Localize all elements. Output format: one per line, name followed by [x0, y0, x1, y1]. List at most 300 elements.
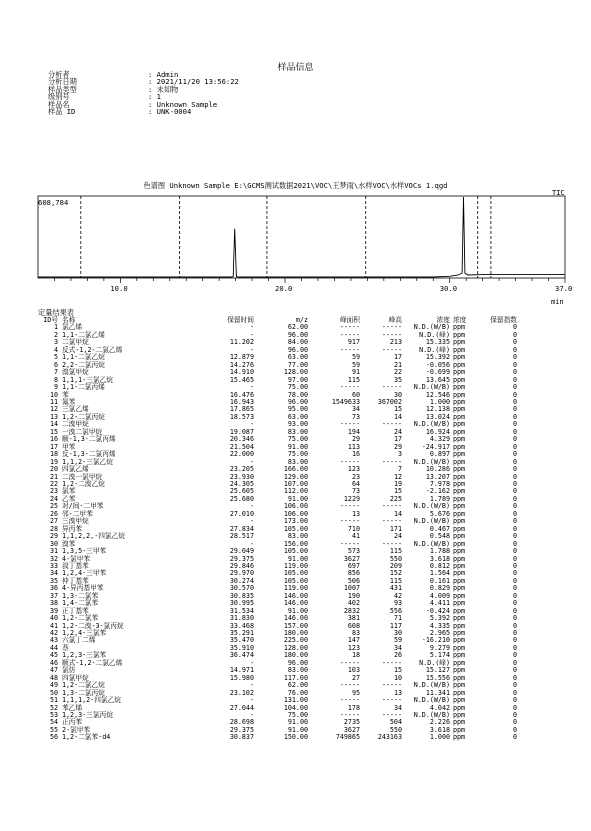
cell-peak-height: ----- [381, 323, 402, 332]
cell-retention-index: 0 [512, 688, 517, 697]
cell-name: 1,1-二氯丙烯 [62, 383, 105, 392]
cell-retention-index: 0 [512, 584, 517, 593]
cell-peak-area: 83 [351, 629, 360, 638]
cell-id: 12 [49, 405, 58, 414]
cell-retention-time: 23.102 [229, 688, 254, 697]
cell-name: 4-氯甲苯 [62, 554, 91, 563]
cell-peak-height: 30 [393, 629, 402, 638]
chromatogram-chart [0, 190, 591, 310]
cell-peak-area: 60 [351, 390, 360, 399]
cell-peak-height: ----- [381, 330, 402, 339]
cell-id: 36 [49, 584, 58, 593]
cell-retention-index: 0 [512, 517, 517, 526]
cell-retention-time: 27.044 [229, 703, 254, 712]
cell-concentration: 0.161 [429, 576, 450, 585]
cell-retention-time: - [249, 517, 254, 526]
cell-concentration: 2.965 [429, 629, 450, 638]
cell-peak-height: ----- [381, 383, 402, 392]
cell-peak-area: 59 [351, 360, 360, 369]
cell-retention-index: 0 [512, 487, 517, 496]
results-table-title: 定量结果表 [38, 308, 74, 317]
cell-peak-area: 13 [351, 509, 360, 518]
cell-retention-time: - [249, 711, 254, 720]
cell-retention-index: 0 [512, 696, 517, 705]
cell-id: 20 [49, 465, 58, 474]
cell-peak-height: 15 [393, 405, 402, 414]
cell-peak-height: 550 [389, 725, 402, 734]
cell-peak-height: 14 [393, 412, 402, 421]
cell-retention-index: 0 [512, 383, 517, 392]
cell-mz: 91.00 [287, 442, 308, 451]
cell-retention-time: 22.000 [229, 450, 254, 459]
cell-retention-time: 19.087 [229, 427, 254, 436]
cell-name: 乙苯 [62, 494, 76, 503]
cell-id: 53 [49, 711, 58, 720]
cell-retention-time: 23.205 [229, 465, 254, 474]
cell-retention-index: 0 [512, 554, 517, 563]
cell-unit: ppm [453, 345, 466, 354]
cell-concentration: 1.000 [429, 733, 450, 742]
cell-concentration: 7.978 [429, 479, 450, 488]
cell-peak-height: 115 [389, 576, 402, 585]
cell-id: 15 [49, 427, 58, 436]
cell-unit: ppm [453, 629, 466, 638]
cell-mz: 77.00 [287, 360, 308, 369]
cell-concentration: 10.286 [425, 465, 450, 474]
cell-peak-area: 73 [351, 412, 360, 421]
cell-name: 1,1,2-三氯乙烷 [62, 457, 113, 466]
cell-peak-area: 194 [347, 427, 360, 436]
sample-info-value: : 2021/11/20 13:56:22 [148, 77, 239, 87]
cell-unit: ppm [453, 524, 466, 533]
cell-name: 1,2,4-三甲苯 [62, 569, 107, 578]
cell-concentration: N.D.(W/B) [413, 517, 450, 526]
cell-retention-time: 25.680 [229, 494, 254, 503]
cell-name: 1,2-二氯苯-d4 [62, 733, 111, 742]
cell-retention-time: 12.879 [229, 353, 254, 362]
cell-unit: ppm [453, 517, 466, 526]
sample-info-value: : Unknown Sample [148, 99, 218, 109]
cell-concentration: 15.127 [425, 666, 450, 675]
cell-mz: 91.00 [287, 554, 308, 563]
cell-retention-time: 21.504 [229, 442, 254, 451]
cell-id: 6 [53, 360, 58, 369]
cell-id: 2 [53, 330, 58, 339]
cell-peak-height: 3 [397, 450, 402, 459]
cell-concentration: 1.000 [429, 397, 450, 406]
cell-unit: ppm [453, 599, 466, 608]
cell-concentration: N.D.(峰) [419, 345, 450, 354]
cell-id: 33 [49, 561, 58, 570]
cell-concentration: 16.924 [425, 427, 450, 436]
cell-retention-time: 29.970 [229, 569, 254, 578]
cell-mz: 93.00 [287, 420, 308, 429]
cell-id: 45 [49, 651, 58, 660]
cell-peak-area: ----- [339, 383, 360, 392]
cell-concentration: 4.335 [429, 621, 450, 630]
cell-peak-height: ----- [381, 658, 402, 667]
cell-peak-area: ----- [339, 420, 360, 429]
cell-peak-height: ----- [381, 502, 402, 511]
cell-mz: 75.00 [287, 435, 308, 444]
chromatogram-title: 色谱图 Unknown Sample E:\GCMS测试数据2021\VOC\王梦雨\水样VOC\水样VOCs 1.qgd [143, 181, 448, 190]
cell-mz: 105.00 [283, 569, 308, 578]
cell-concentration: N.D.(W/B) [413, 502, 450, 511]
cell-peak-height: 14 [393, 509, 402, 518]
cell-peak-height: 93 [393, 599, 402, 608]
cell-id: 19 [49, 457, 58, 466]
cell-concentration: 1.789 [429, 494, 450, 503]
cell-id: 4 [53, 345, 58, 354]
cell-peak-area: 856 [347, 569, 360, 578]
cell-name: 一溴二氯甲烷 [62, 427, 103, 436]
cell-concentration: 5.676 [429, 509, 450, 518]
cell-id: 14 [49, 420, 58, 429]
cell-unit: ppm [453, 442, 466, 451]
cell-peak-height: 24 [393, 427, 402, 436]
cell-retention-index: 0 [512, 450, 517, 459]
cell-retention-index: 0 [512, 368, 517, 377]
cell-peak-height: 59 [393, 636, 402, 645]
cell-mz: 63.00 [287, 412, 308, 421]
cell-peak-area: 3627 [343, 554, 360, 563]
cell-mz: 91.00 [287, 494, 308, 503]
cell-peak-height: 34 [393, 643, 402, 652]
cell-mz: 107.00 [283, 479, 308, 488]
cell-retention-time: 30.837 [229, 733, 254, 742]
cell-concentration: 0.829 [429, 584, 450, 593]
cell-retention-index: 0 [512, 323, 517, 332]
cell-peak-height: 504 [389, 718, 402, 727]
cell-retention-index: 0 [512, 330, 517, 339]
cell-id: 32 [49, 554, 58, 563]
cell-id: 52 [49, 703, 58, 712]
cell-unit: ppm [453, 465, 466, 474]
cell-mz: 75.00 [287, 450, 308, 459]
cell-peak-area: 115 [347, 375, 360, 384]
cell-retention-index: 0 [512, 412, 517, 421]
cell-concentration: 3.618 [429, 554, 450, 563]
cell-id: 54 [49, 718, 58, 727]
cell-id: 47 [49, 666, 58, 675]
tic-trace [38, 197, 565, 277]
cell-peak-area: ----- [339, 711, 360, 720]
cell-name: 反-1,3-二氯丙烯 [62, 450, 116, 459]
cell-mz: 129.00 [283, 472, 308, 481]
cell-retention-index: 0 [512, 397, 517, 406]
cell-id: 25 [49, 502, 58, 511]
col-header-mz: m/z [295, 316, 308, 324]
cell-retention-time: 16.476 [229, 390, 254, 399]
cell-peak-area: 73 [351, 487, 360, 496]
cell-retention-time: 31.830 [229, 614, 254, 623]
cell-id: 39 [49, 606, 58, 615]
cell-unit: ppm [453, 435, 466, 444]
cell-retention-time: 36.474 [229, 651, 254, 660]
cell-id: 23 [49, 487, 58, 496]
cell-peak-height: ----- [381, 696, 402, 705]
cell-mz: 96.00 [287, 330, 308, 339]
cell-retention-index: 0 [512, 502, 517, 511]
cell-retention-time: - [249, 420, 254, 429]
sample-info-label: 样品 ID [48, 107, 76, 116]
cell-name: 二溴一氯甲烷 [62, 472, 103, 481]
cell-mz: 83.00 [287, 666, 308, 675]
cell-peak-height: ----- [381, 420, 402, 429]
sample-info-row [48, 108, 191, 115]
cell-mz: 62.00 [287, 323, 308, 332]
cell-retention-time: 28.698 [229, 718, 254, 727]
cell-unit: ppm [453, 479, 466, 488]
cell-mz: 106.00 [283, 509, 308, 518]
cell-peak-height: 115 [389, 547, 402, 556]
col-header-area: 峰面积 [339, 316, 360, 324]
cell-name: 1,3,5-三甲苯 [62, 547, 107, 556]
cell-concentration: -0.699 [425, 368, 450, 377]
cell-name: 1,2-二溴-3-氯丙烷 [62, 621, 124, 630]
cell-concentration: N.D.(W/B) [413, 539, 450, 548]
cell-concentration: 1.788 [429, 547, 450, 556]
cell-peak-height: 367002 [377, 397, 402, 406]
cell-unit: ppm [453, 412, 466, 421]
cell-mz: 150.00 [283, 733, 308, 742]
cell-mz: 180.00 [283, 651, 308, 660]
cell-id: 10 [49, 390, 58, 399]
cell-retention-index: 0 [512, 547, 517, 556]
cell-retention-index: 0 [512, 591, 517, 600]
cell-id: 49 [49, 681, 58, 690]
cell-peak-height: 19 [393, 479, 402, 488]
cell-id: 44 [49, 643, 58, 652]
cell-mz: 146.00 [283, 614, 308, 623]
x-tick-label: 37.0 [555, 284, 573, 293]
cell-unit: ppm [453, 502, 466, 511]
x-tick-label: 20.0 [275, 284, 293, 293]
peak-window-markers [81, 196, 491, 278]
cell-id: 24 [49, 494, 58, 503]
cell-retention-time: 30.570 [229, 584, 254, 593]
sample-info-value: : 1 [148, 92, 161, 102]
cell-concentration: -2.162 [425, 487, 450, 496]
cell-peak-height: 71 [393, 614, 402, 623]
cell-unit: ppm [453, 606, 466, 615]
cell-mz: 96.00 [287, 345, 308, 354]
cell-unit: ppm [453, 673, 466, 682]
cell-unit: ppm [453, 427, 466, 436]
cell-mz: 104.00 [283, 703, 308, 712]
cell-mz: 91.00 [287, 725, 308, 734]
cell-peak-height: ----- [381, 539, 402, 548]
cell-name: 甲苯 [62, 442, 76, 451]
cell-mz: 156.00 [283, 539, 308, 548]
cell-mz: 128.00 [283, 368, 308, 377]
cell-unit: ppm [453, 450, 466, 459]
cell-retention-time: 35.910 [229, 643, 254, 652]
cell-name: 1,2-二氯丙烷 [62, 412, 105, 421]
cell-name: 对/间-二甲苯 [62, 502, 104, 511]
cell-name: 异丙苯 [62, 524, 83, 533]
cell-peak-area: 18 [351, 651, 360, 660]
cell-name: 氯苯 [62, 487, 76, 496]
cell-mz: 173.00 [283, 517, 308, 526]
cell-concentration: 9.279 [429, 643, 450, 652]
cell-retention-time: 14.910 [229, 368, 254, 377]
cell-retention-time: 14.276 [229, 360, 254, 369]
cell-mz: 119.00 [283, 584, 308, 593]
cell-peak-height: 35 [393, 375, 402, 384]
sample-info-label: 样品名 [48, 99, 70, 109]
cell-name: 顺式-1,2-二氯乙烯 [62, 658, 123, 667]
cell-name: 1,2-二溴乙烷 [62, 479, 105, 488]
cell-peak-area: 917 [347, 338, 360, 347]
cell-peak-height: ----- [381, 457, 402, 466]
cell-unit: ppm [453, 733, 466, 742]
cell-peak-area: 147 [347, 636, 360, 645]
cell-peak-area: 64 [351, 479, 360, 488]
cell-peak-area: ----- [339, 681, 360, 690]
cell-peak-area: 23 [351, 472, 360, 481]
cell-name: 4-异丙基甲苯 [62, 584, 104, 593]
cell-retention-index: 0 [512, 494, 517, 503]
cell-id: 40 [49, 614, 58, 623]
cell-peak-area: 91 [351, 368, 360, 377]
sample-info-value: : Admin [148, 70, 179, 79]
cell-mz: 96.00 [287, 397, 308, 406]
cell-unit: ppm [453, 405, 466, 414]
cell-peak-height: 21 [393, 360, 402, 369]
cell-unit: ppm [453, 591, 466, 600]
cell-concentration: 13.024 [425, 412, 450, 421]
cell-name: 1,2,3-三氯苯 [62, 651, 107, 660]
cell-retention-index: 0 [512, 524, 517, 533]
cell-concentration: 13.645 [425, 375, 450, 384]
cell-peak-area: 1229 [343, 494, 360, 503]
cell-unit: ppm [453, 353, 466, 362]
cell-concentration: N.D.(W/B) [413, 696, 450, 705]
cell-id: 9 [53, 383, 58, 392]
cell-retention-time: - [249, 457, 254, 466]
cell-concentration: 5.392 [429, 614, 450, 623]
cell-retention-time: 20.346 [229, 435, 254, 444]
cell-unit: ppm [453, 383, 466, 392]
cell-concentration: 0.467 [429, 524, 450, 533]
cell-peak-area: ----- [339, 502, 360, 511]
cell-id: 51 [49, 696, 58, 705]
cell-peak-area: 2735 [343, 718, 360, 727]
cell-name: 二氯甲烷 [62, 338, 89, 347]
cell-retention-time: - [249, 345, 254, 354]
cell-concentration: 5.174 [429, 651, 450, 660]
cell-name: 2-氯甲苯 [62, 725, 91, 734]
cell-peak-area: ----- [339, 323, 360, 332]
cell-mz: 157.00 [283, 621, 308, 630]
cell-id: 35 [49, 576, 58, 585]
cell-name: 1,1,1,2-四氯乙烷 [62, 696, 121, 705]
cell-retention-index: 0 [512, 606, 517, 615]
cell-retention-time: 30.995 [229, 599, 254, 608]
cell-concentration: N.D.(W/B) [413, 681, 450, 690]
cell-retention-index: 0 [512, 718, 517, 727]
cell-peak-height: 26 [393, 651, 402, 660]
cell-retention-time: 25.605 [229, 487, 254, 496]
cell-retention-index: 0 [512, 420, 517, 429]
cell-unit: ppm [453, 584, 466, 593]
cell-concentration: 0.812 [429, 561, 450, 570]
cell-retention-time: - [249, 696, 254, 705]
cell-retention-index: 0 [512, 539, 517, 548]
cell-unit: ppm [453, 658, 466, 667]
cell-name: 溴苯 [62, 539, 76, 548]
cell-mz: 83.00 [287, 457, 308, 466]
cell-name: 氟苯 [62, 397, 76, 406]
cell-peak-area: 29 [351, 435, 360, 444]
table-row [38, 734, 517, 741]
cell-concentration: 4.009 [429, 591, 450, 600]
col-header-height: 峰高 [388, 316, 402, 324]
sample-info-label: 分析者 [48, 70, 70, 79]
cell-mz: 146.00 [283, 591, 308, 600]
cell-name: 萘 [62, 643, 69, 652]
cell-peak-height: ----- [381, 345, 402, 354]
cell-concentration: -0.424 [425, 606, 450, 615]
cell-unit: ppm [453, 330, 466, 339]
x-tick-label: 10.0 [110, 284, 128, 293]
cell-retention-index: 0 [512, 561, 517, 570]
cell-name: 二溴甲烷 [62, 420, 89, 429]
cell-peak-area: ----- [339, 658, 360, 667]
cell-id: 1 [53, 323, 58, 332]
cell-unit: ppm [453, 561, 466, 570]
col-header-conc: 浓度 [436, 316, 450, 324]
cell-mz: 95.00 [287, 405, 308, 414]
cell-retention-index: 0 [512, 681, 517, 690]
cell-unit: ppm [453, 688, 466, 697]
cell-name: 1,1-二氯乙烷 [62, 353, 105, 362]
cell-retention-time: 27.010 [229, 509, 254, 518]
cell-peak-height: 22 [393, 368, 402, 377]
cell-mz: 105.00 [283, 547, 308, 556]
cell-concentration: 4.411 [429, 599, 450, 608]
cell-retention-time: 30.274 [229, 576, 254, 585]
cell-concentration: 2.226 [429, 718, 450, 727]
cell-unit: ppm [453, 338, 466, 347]
cell-concentration: N.D.(W/B) [413, 711, 450, 720]
cell-name: 正丙苯 [62, 718, 83, 727]
cell-name: 1,1-二氯乙烯 [62, 330, 105, 339]
cell-id: 18 [49, 450, 58, 459]
cell-unit: ppm [453, 643, 466, 652]
cell-peak-area: 178 [347, 703, 360, 712]
cell-concentration: 15.335 [425, 338, 450, 347]
cell-peak-height: 13 [393, 688, 402, 697]
cell-id: 5 [53, 353, 58, 362]
cell-peak-area: 16 [351, 450, 360, 459]
cell-retention-time: 16.943 [229, 397, 254, 406]
cell-unit: ppm [453, 509, 466, 518]
cell-peak-height: ----- [381, 517, 402, 526]
cell-concentration: 4.042 [429, 703, 450, 712]
cell-name: 1,2-二氯乙烷 [62, 681, 105, 690]
cell-retention-index: 0 [512, 599, 517, 608]
cell-concentration: N.D.(W/B) [413, 383, 450, 392]
cell-retention-index: 0 [512, 621, 517, 630]
cell-unit: ppm [453, 420, 466, 429]
cell-unit: ppm [453, 539, 466, 548]
cell-concentration: N.D.(W/B) [413, 420, 450, 429]
cell-id: 11 [49, 397, 58, 406]
cell-retention-index: 0 [512, 666, 517, 675]
cell-peak-height: 29 [393, 442, 402, 451]
